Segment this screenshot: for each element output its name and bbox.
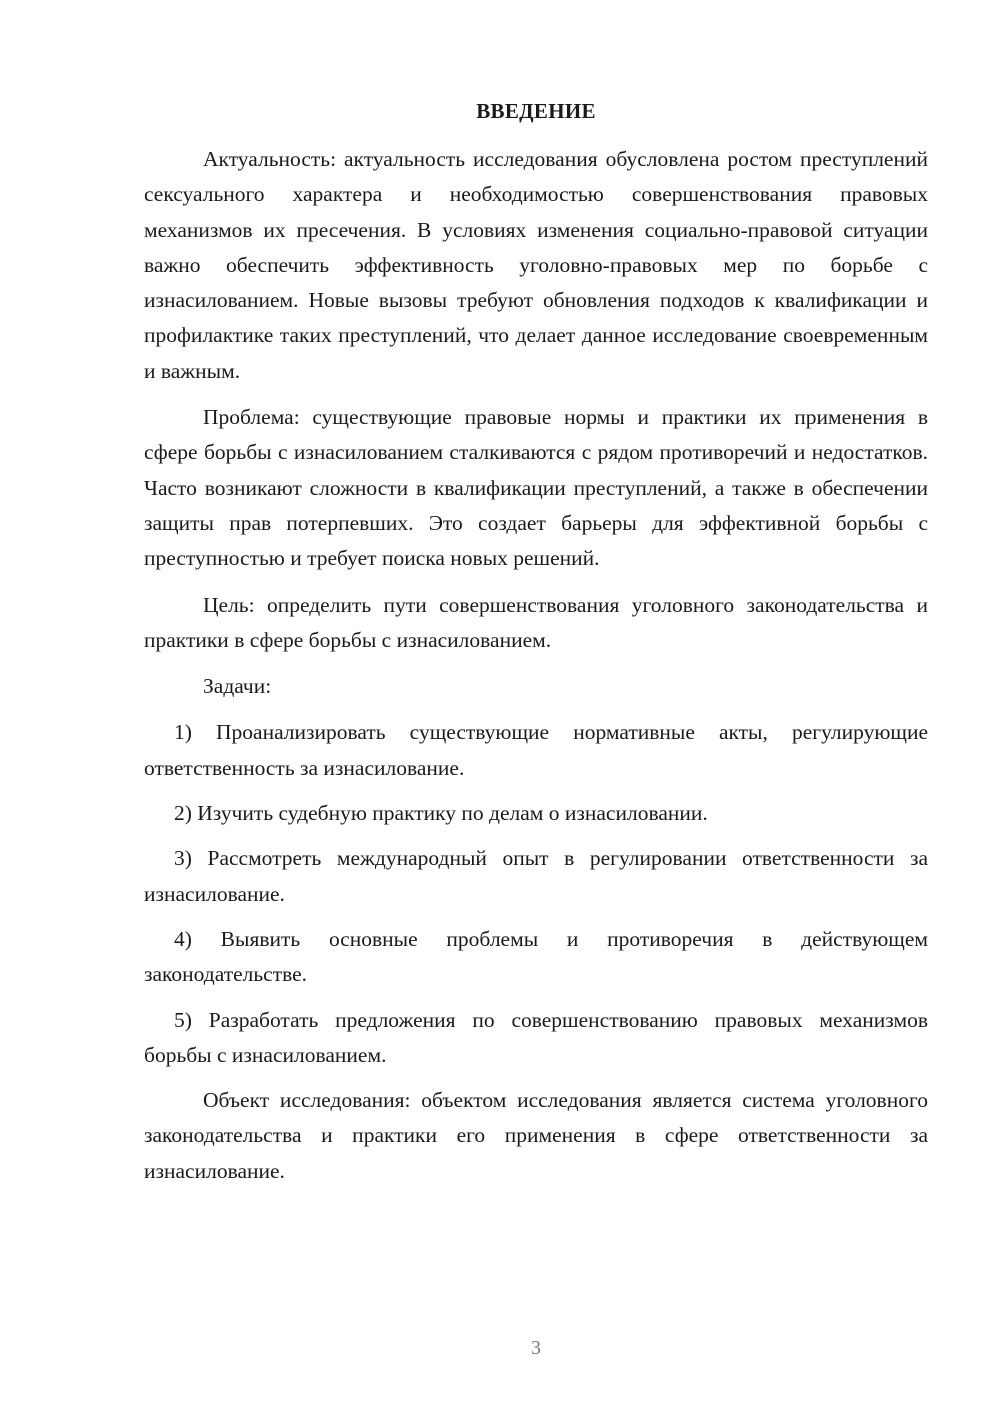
relevance-paragraph: Актуальность: актуальность исследования обусловлена ростом преступлений сексуального характера и необходимостью совершенствования правовых механизмов их пресечения. В условиях изменения социально-правовой ситуации важно обеспечить эффективность уголовно-правовых мер по борьбе с изнасилованием. Новые вызовы требуют обновления подходов к квалификации и профилактике таких преступлений, что делает данное исследование своевременным и важным. bbox=[144, 147, 928, 383]
goal-paragraph: Цель: определить пути совершенствования уголовного законодательства и практики в сфере борьбы с изнасилованием. bbox=[144, 592, 928, 652]
object-paragraph: Объект исследования: объектом исследования является система уголовного законодательства и практики его применения в сфере ответственности за изнасилование. bbox=[144, 1088, 928, 1183]
task-item-1: 1) Проанализировать существующие нормативные акты, регулирующие ответственность за изнасилование. bbox=[144, 720, 928, 780]
section-heading: ВВЕДЕНИЕ bbox=[476, 99, 596, 123]
task-item-5: 5) Разработать предложения по совершенствованию правовых механизмов борьбы с изнасилованием. bbox=[144, 1007, 928, 1067]
task-item-3: 3) Рассмотреть международный опыт в регулировании ответственности за изнасилование. bbox=[144, 846, 928, 906]
tasks-heading: Задачи: bbox=[203, 674, 272, 699]
task-item-4: 4) Выявить основные проблемы и противоречия в действующем законодательстве. bbox=[144, 926, 928, 987]
body-text bbox=[144, 142, 928, 1200]
problem-paragraph: Проблема: существующие правовые нормы и практики их применения в сфере борьбы с изнасилованием сталкиваются с рядом противоречий и недостатков. Часто возникают сложности в квалификации преступлений, а также в обеспечении защиты прав потерпевших. Это создает барьеры для эффективной борьбы с преступностью и требует поиска новых решений. bbox=[144, 405, 928, 571]
page-number: 3 bbox=[531, 1337, 541, 1359]
task-item-2: 2) Изучить судебную практику по делам о изнасиловании. bbox=[174, 801, 708, 826]
